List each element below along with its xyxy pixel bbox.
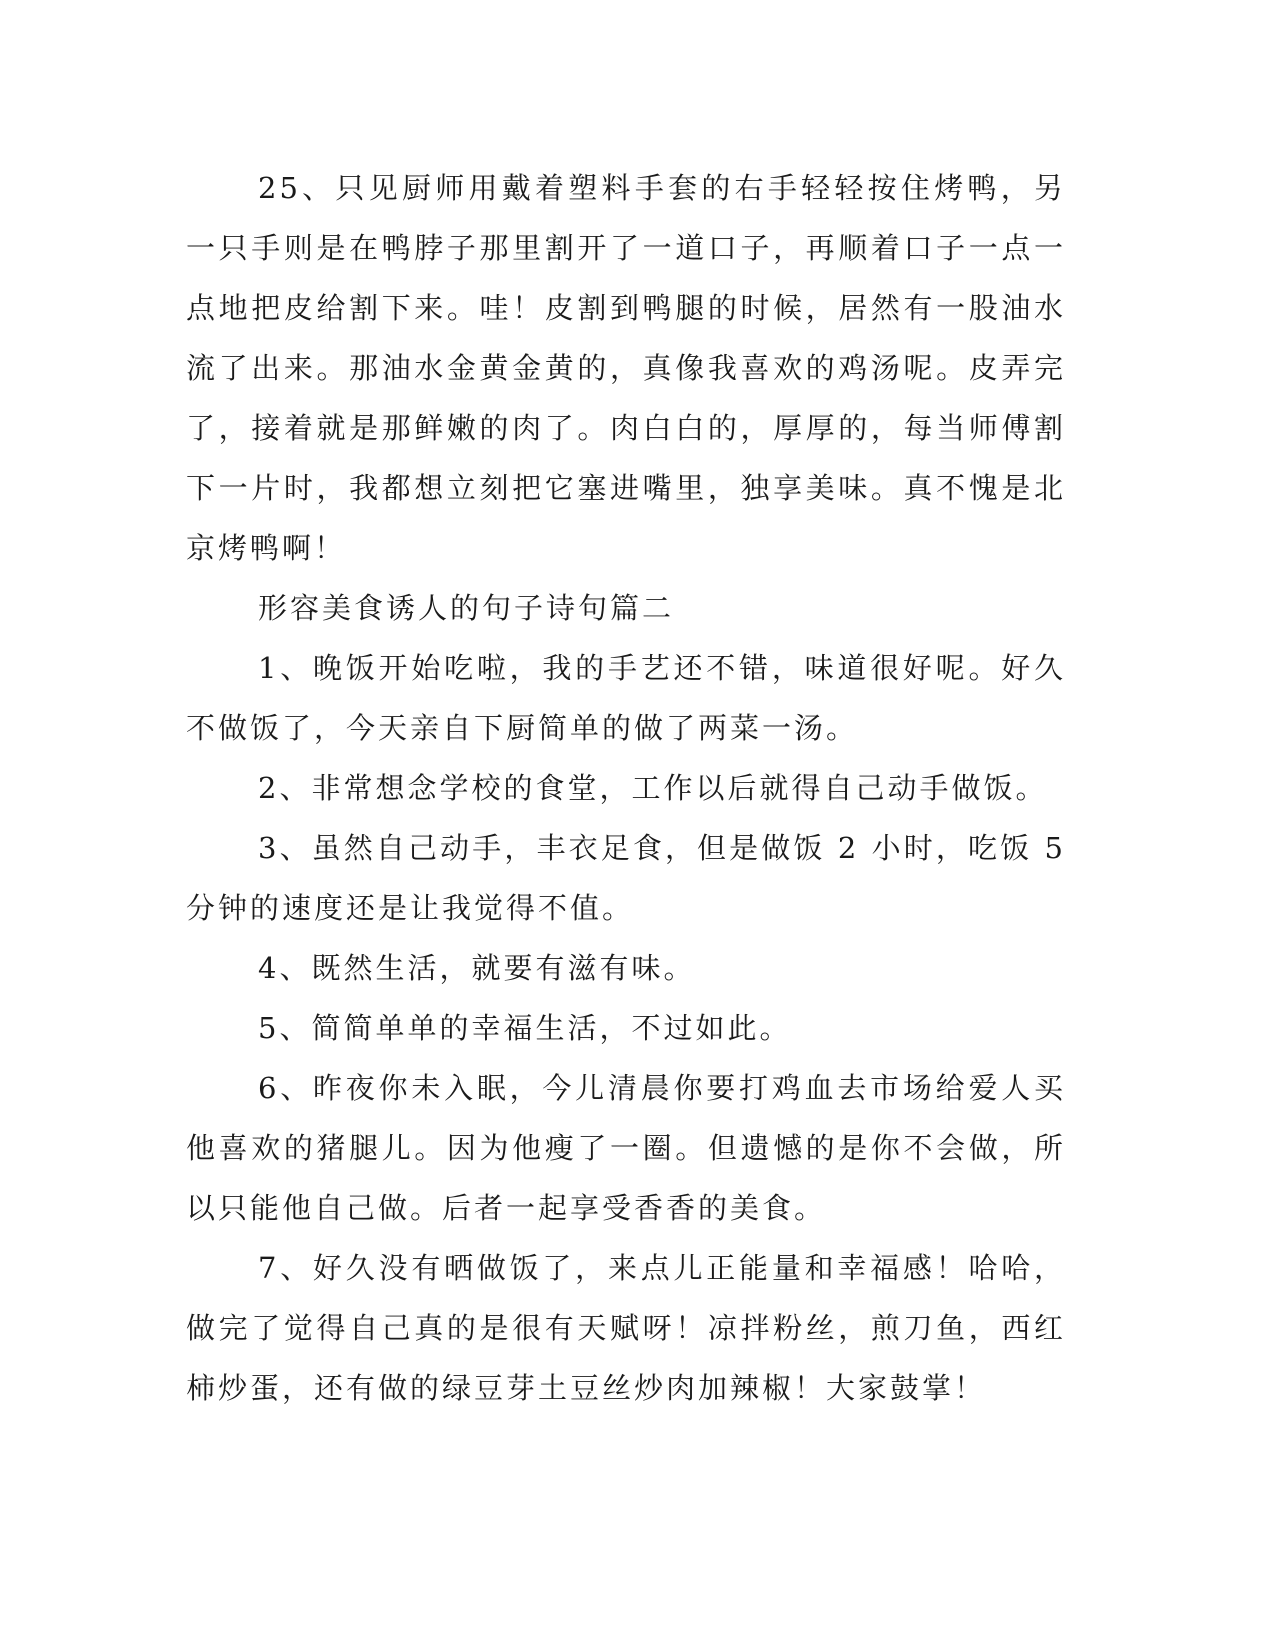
paragraph-item-7: 7、好久没有晒做饭了，来点儿正能量和幸福感！哈哈，做完了觉得自己真的是很有天赋呀！凉拌粉丝，煎刀鱼，西红柿炒蛋，还有做的绿豆芽土豆丝炒肉加辣椒！大家鼓掌！ [186, 1251, 1066, 1405]
paragraph-item-5: 5、简简单单的幸福生活，不过如此。 [258, 1011, 792, 1045]
paragraph-item-3: 3、虽然自己动手，丰衣足食，但是做饭 2 小时，吃饭 5 分钟的速度还是让我觉得不值。 [186, 831, 1066, 925]
section-heading: 形容美食诱人的句子诗句篇二 [258, 591, 675, 625]
paragraph-item-1: 1、晚饭开始吃啦，我的手艺还不错，味道很好呢。好久不做饭了，今天亲自下厨简单的做了两菜一汤。 [186, 651, 1066, 745]
paragraph-roast-duck: 25、只见厨师用戴着塑料手套的右手轻轻按住烤鸭，另一只手则是在鸭脖子那里割开了一道口子，再顺着口子一点一点地把皮给割下来。哇！皮割到鸭腿的时候，居然有一股油水流了出来。那油水金黄金黄的，真像我喜欢的鸡汤呢。皮弄完了，接着就是那鲜嫩的肉了。肉白白的，厚厚的，每当师傅割下一片时，我都想立刻把它塞进嘴里，独享美味。真不愧是北京烤鸭啊！ [186, 171, 1066, 565]
document-body [186, 158, 1066, 1418]
paragraph-item-6: 6、昨夜你未入眠，今儿清晨你要打鸡血去市场给爱人买他喜欢的猪腿儿。因为他瘦了一圈。但遗憾的是你不会做，所以只能他自己做。后者一起享受香香的美食。 [186, 1071, 1066, 1225]
paragraph-item-4: 4、既然生活，就要有滋有味。 [258, 951, 696, 985]
paragraph-item-2: 2、非常想念学校的食堂，工作以后就得自己动手做饭。 [258, 771, 1048, 805]
